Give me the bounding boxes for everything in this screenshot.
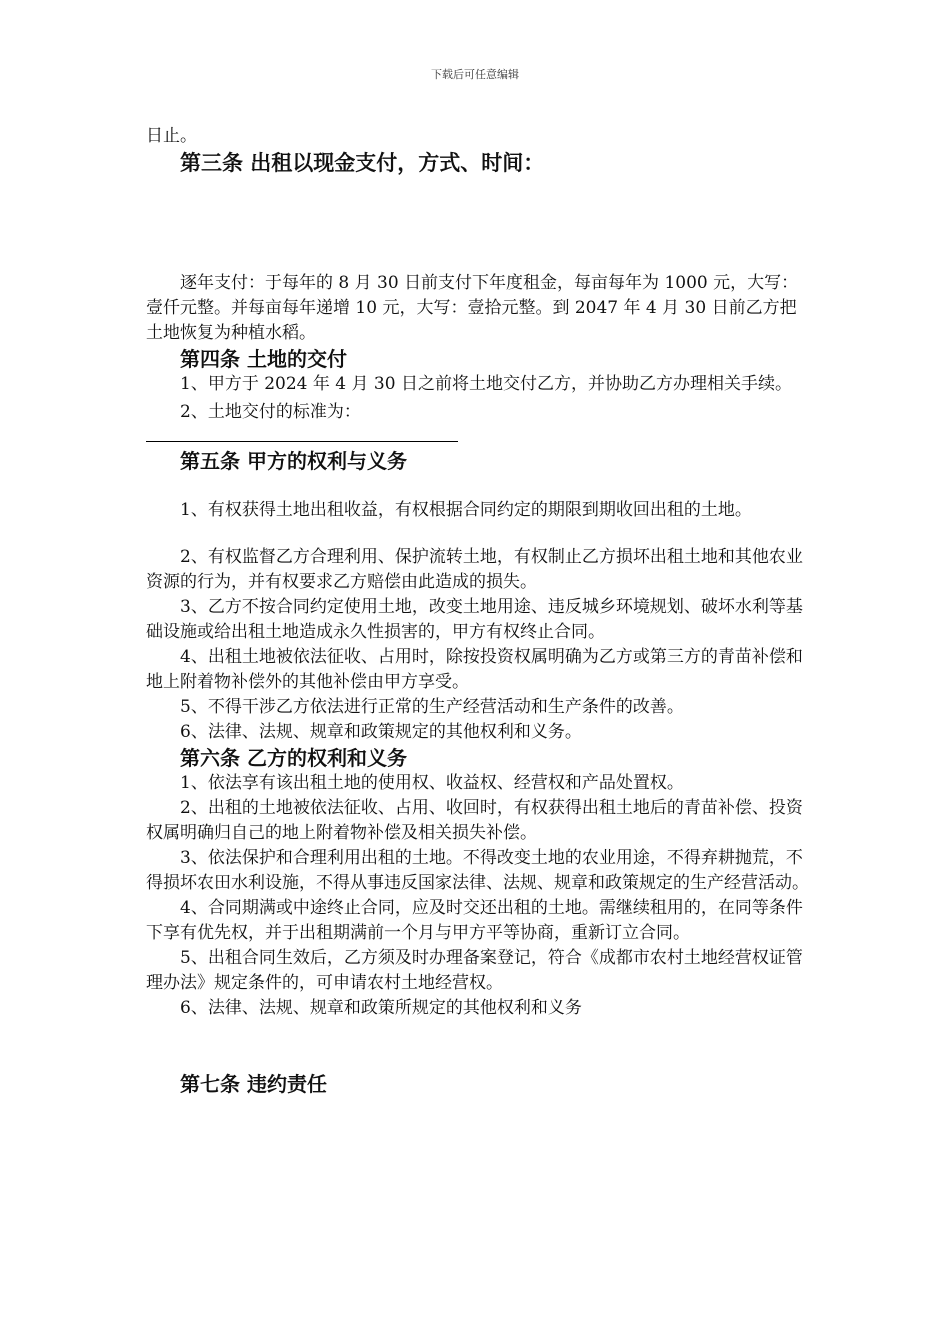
article-6-item: 2、出租的土地被依法征收、占用、收回时，有权获得出租土地后的青苗补偿、投资权属明确归自己的地上附着物补偿及相关损失补偿。 xyxy=(146,798,803,843)
article-5-item: 5、不得干涉乙方依法进行正常的生产经营活动和生产条件的改善。 xyxy=(180,697,684,717)
article-5-item: 3、乙方不按合同约定使用土地，改变土地用途、违反城乡环境规划、破坏水利等基础设施或给出租土地造成永久性损害的，甲方有权终止合同。 xyxy=(146,597,803,642)
article-5-item: 1、有权获得土地出租收益，有权根据合同约定的期限到期收回出租的土地。 xyxy=(180,500,752,520)
article-6-item: 1、依法享有该出租土地的使用权、收益权、经营权和产品处置权。 xyxy=(180,773,684,793)
article-7-heading: 第七条 违约责任 xyxy=(180,1072,327,1096)
page-header: 下载后可任意编辑 xyxy=(431,68,519,81)
article-3-heading: 第三条 出租以现金支付，方式、时间： xyxy=(180,151,545,175)
paragraph-continuation: 日止。 xyxy=(146,126,197,146)
article-4-item: 1、甲方于 2024 年 4 月 30 日之前将土地交付乙方，并协助乙方办理相关手续。 xyxy=(180,374,792,394)
article-5-item: 2、有权监督乙方合理利用、保护流转土地，有权制止乙方损坏出租土地和其他农业资源的行为，并有权要求乙方赔偿由此造成的损失。 xyxy=(146,547,803,592)
article-6-item: 5、出租合同生效后，乙方须及时办理备案登记，符合《成都市农村土地经营权证管理办法》规定条件的，可申请农村土地经营权。 xyxy=(146,948,803,993)
article-6-item: 4、合同期满或中途终止合同，应及时交还出租的土地。需继续租用的，在同等条件下享有优先权，并于出租期满前一个月与甲方平等协商，重新订立合同。 xyxy=(146,898,803,943)
blank-underline xyxy=(146,441,458,442)
article-6-item: 6、法律、法规、规章和政策所规定的其他权利和义务 xyxy=(180,998,582,1018)
article-6-heading: 第六条 乙方的权利和义务 xyxy=(180,746,407,770)
article-4-heading: 第四条 土地的交付 xyxy=(180,347,347,371)
article-5-item: 6、法律、法规、规章和政策规定的其他权利和义务。 xyxy=(180,722,582,742)
article-5-item: 4、出租土地被依法征收、占用时，除按投资权属明确为乙方或第三方的青苗补偿和地上附着物补偿外的其他补偿由甲方享受。 xyxy=(146,647,803,692)
article-6-item: 3、依法保护和合理利用出租的土地。不得改变土地的农业用途，不得弃耕抛荒，不得损坏农田水利设施，不得从事违反国家法律、法规、规章和政策规定的生产经营活动。 xyxy=(146,848,809,893)
article-5-heading: 第五条 甲方的权利与义务 xyxy=(180,449,407,473)
document-body xyxy=(146,124,811,1097)
article-4-item: 2、土地交付的标准为： xyxy=(180,402,361,422)
article-3-payment-text: 逐年支付：于每年的 8 月 30 日前支付下年度租金，每亩每年为 1000 元，大写：壹仟元整。并每亩每年递增 10 元，大写：壹拾元整。到 2047 年 4 月 30 日前乙方把土地恢复为种植水稻。 xyxy=(146,273,799,343)
